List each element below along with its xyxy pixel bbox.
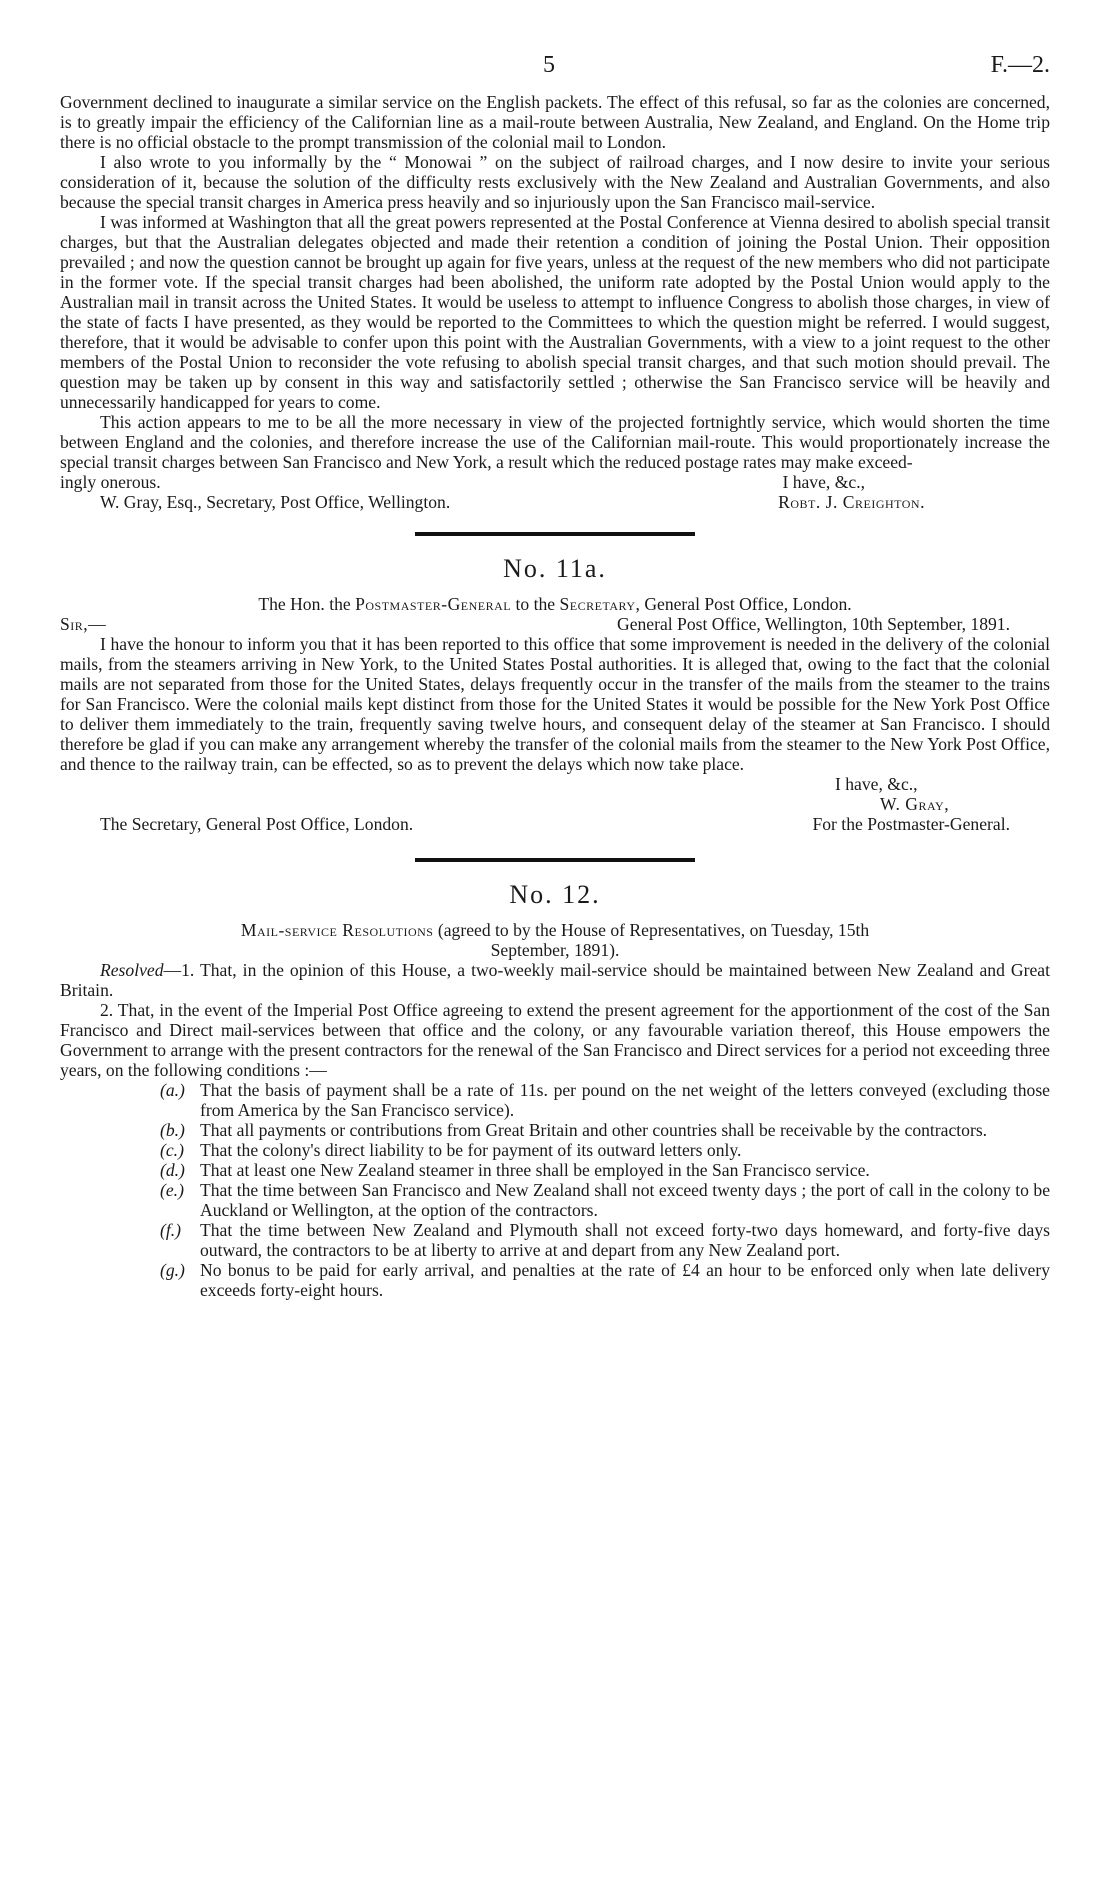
section-title — [60, 920, 1050, 940]
section-heading: No. 11a. — [503, 554, 607, 583]
subtitle-from: Postmaster-General — [355, 594, 512, 614]
resolution-2: 2. That, in the event of the Imperial Post Office agreeing to extend the present agreement for the apportionment of the cost of the San Francisco and Direct mail-services between that office and the colony, or any favourable variation thereof, this House empowers the Government to arrange with the present contractors for the renewal of the San Francisco and Direct services for a period not exceeding three years, on the following conditions :— — [60, 1000, 1050, 1080]
salutation-line — [60, 614, 1050, 634]
condition-label: (g.) — [160, 1260, 185, 1280]
subtitle-suffix: , General Post Office, London. — [635, 594, 852, 614]
conditions-list — [60, 1080, 1050, 1300]
signature-line — [60, 492, 1050, 512]
closing-phrase: I have, &c., — [782, 472, 865, 492]
addressee: The Secretary, General Post Office, London. — [100, 814, 414, 834]
closing-phrase: I have, &c., — [835, 774, 918, 794]
letter-subtitle — [60, 594, 1050, 614]
signature: Robt. J. Creighton. — [778, 492, 925, 512]
condition-text: That at least one New Zealand steamer in three shall be employed in the San Francisco service. — [200, 1160, 870, 1180]
condition-item — [72, 1180, 1050, 1220]
condition-item — [72, 1160, 1050, 1180]
subtitle-to-word: to the — [515, 594, 556, 614]
section-12 — [60, 880, 1050, 1300]
paragraph: I was informed at Washington that all the great powers represented at the Postal Conference at Vienna desired to abolish special transit charges, but that the Australian delegates objected and made their retention a condition of joining the Postal Union. Their opposition prevailed ; and now the question cannot be brought up again for five years, unless at the request of the new members who did not participate in the former vote. If the special transit charges had been abolished, the uniform rate adopted by the Postal Union would apply to the Australian mail in transit across the United States. It would be useless to attempt to influence Congress to abolish those charges, in view of the state of facts I have presented, as they would be reported to the Committees to which the question might be referred. I would suggest, therefore, that it would be advisable to confer upon this point with the Australian Governments, with a view to a joint request to the other members of the Postal Union to reconsider the vote refusing to abolish special transit charges, and that such motion should prevail. The question may be taken up by consent in this way and satisfactorily settled ; otherwise the San Francisco service will be heavily and unnecessarily handicapped for years to come. — [60, 212, 1050, 412]
section-divider — [415, 858, 695, 862]
paragraph: Government declined to inaugurate a similar service on the English packets. The effect of this refusal, so far as the colonies are concerned, is to greatly impair the efficiency of the Californian line as a mail-route between Australia, New Zealand, and England. On the Home trip there is no official obstacle to the prompt transmission of the colonial mail to London. — [60, 92, 1050, 152]
resolution-1 — [60, 960, 1050, 1000]
section-title-line-2: September, 1891). — [490, 940, 620, 960]
page-number: 5 — [543, 52, 555, 78]
condition-label: (e.) — [160, 1180, 184, 1200]
condition-text: That the time between New Zealand and Plymouth shall not exceed forty-two days homeward, and forty-five days outward, the contractors to be at liberty to arrive at and depart from any New Zealand port. — [200, 1220, 1050, 1260]
page-header — [60, 52, 1050, 92]
condition-text: That the basis of payment shall be a rate of 11s. per pound on the net weight of the letters conveyed (excluding those from America by the San Francisco service). — [200, 1080, 1050, 1120]
condition-item — [72, 1080, 1050, 1120]
section-heading: No. 12. — [509, 880, 601, 909]
paragraph: I also wrote to you informally by the “ Monowai ” on the subject of railroad charges, and I now desire to invite your serious consideration of it, because the solution of the difficulty rests exclusively with the New Zealand and Australian Governments, and also because the special transit charges in America press heavily and so injuriously upon the San Francisco mail-service. — [60, 152, 1050, 212]
condition-label: (b.) — [160, 1120, 185, 1140]
condition-item — [72, 1260, 1050, 1300]
resolved-label: Resolved — [100, 960, 164, 980]
document-page — [60, 52, 1050, 1300]
paragraph: This action appears to me to be all the more necessary in view of the projected fortnightly service, which would shorten the time between England and the colonies, and therefore increase the use of the Californian mail-route. This would proportionately increase the special transit charges between San Francisco and New York, a result which the reduced postage rates may make exceed- — [60, 412, 1050, 472]
title-rest: (agreed to by the House of Representatives, on Tuesday, 15th — [433, 920, 870, 940]
document-reference: F.—2. — [990, 52, 1050, 78]
resolution-1-text: —1. That, in the opinion of this House, a two-weekly mail-service should be maintained between New Zealand and Great Britain. — [60, 960, 1050, 1000]
subtitle-prefix: The Hon. the — [258, 594, 351, 614]
condition-item — [72, 1220, 1050, 1260]
letter-11a — [60, 554, 1050, 834]
closing-line — [60, 472, 1050, 492]
letter-body: I have the honour to inform you that it has been reported to this office that some improvement is needed in the delivery of the colonial mails, from the steamers arriving in New York, to the United States Postal authorities. It is alleged that, owing to the fact that the colonial mails are not separated from those for the United States, delays frequently occur in the transfer of the mails from the steamer to the trains for San Francisco. Were the colonial mails kept distinct from those for the United States it would be possible for the New York Post Office to deliver them immediately to the train, frequently saving twelve hours, and consequent delay of the steamer at San Francisco. I should therefore be glad if you can make any arrangement whereby the transfer of the colonial mails from the steamer to the New York Post Office, and thence to the railway train, can be effected, so as to prevent the delays which now take place. — [60, 634, 1050, 774]
addressee: W. Gray, Esq., Secretary, Post Office, Wellington. — [100, 492, 451, 512]
paragraph-end: ingly onerous. — [60, 472, 161, 492]
condition-label: (c.) — [160, 1140, 184, 1160]
for-line: For the Postmaster-General. — [812, 814, 1010, 834]
condition-label: (a.) — [160, 1080, 185, 1100]
condition-item — [72, 1140, 1050, 1160]
condition-text: That the colony's direct liability to be for payment of its outward letters only. — [200, 1140, 742, 1160]
salutation: Sir,— — [60, 614, 107, 634]
closing-row — [60, 774, 1050, 794]
place-date: General Post Office, Wellington, 10th September, 1891. — [616, 614, 1010, 634]
condition-item — [72, 1120, 1050, 1140]
letter-11-continuation — [60, 92, 1050, 512]
condition-label: (f.) — [160, 1220, 182, 1240]
subtitle-to: Secretary — [559, 594, 636, 614]
condition-text: That the time between San Francisco and New Zealand shall not exceed twenty days ; the port of call in the colony to be Auckland or Wellington, at the option of the contractors. — [200, 1180, 1050, 1220]
section-divider — [415, 532, 695, 536]
condition-text: No bonus to be paid for early arrival, and penalties at the rate of £4 an hour to be enforced only when late delivery exceeds forty-eight hours. — [200, 1260, 1050, 1300]
addressee-line — [60, 814, 1050, 834]
condition-text: That all payments or contributions from Great Britain and other countries shall be receivable by the contractors. — [200, 1120, 988, 1140]
condition-label: (d.) — [160, 1160, 185, 1180]
signature: W. Gray, — [880, 794, 950, 814]
title-small-caps: Mail-service Resolutions — [240, 920, 434, 940]
signature-row — [60, 794, 1050, 814]
